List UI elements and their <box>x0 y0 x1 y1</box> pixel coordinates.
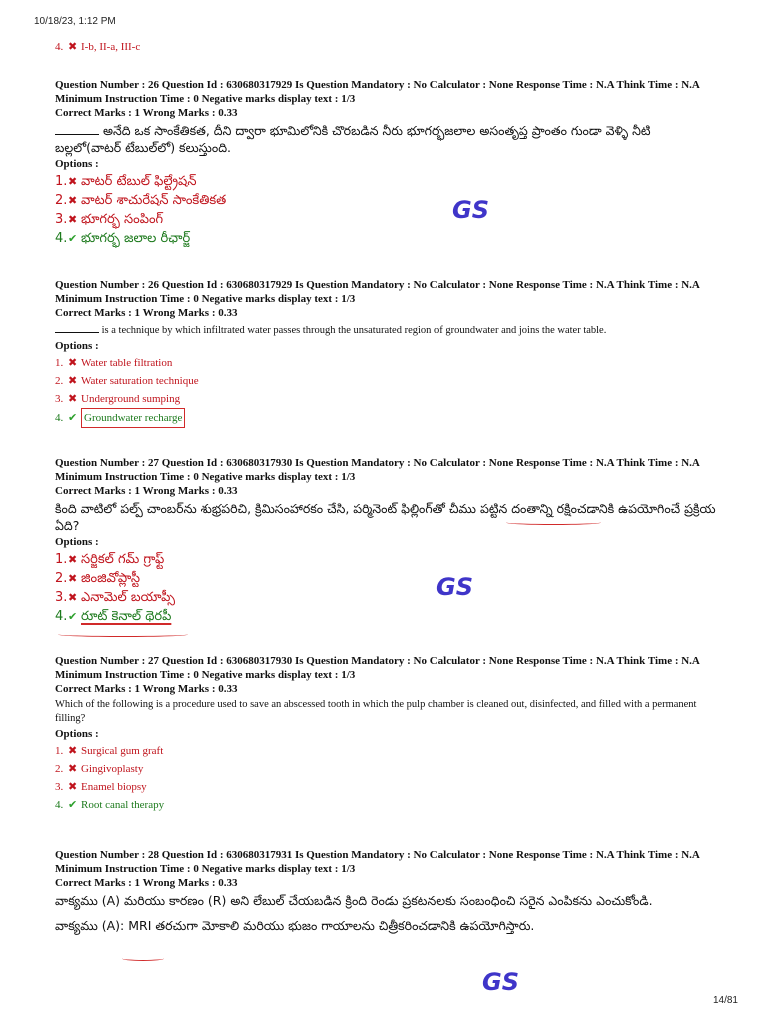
cross-icon: ✖ <box>68 745 78 757</box>
question-block-27-te <box>55 456 720 626</box>
question-header: Question Number : 28 Question Id : 630680317931 Is Question Mandatory : No Calculator : None Response Time : N.A Think Time : N.A Minimum Instruction Time : 0 Negative marks display text : 1/3 <box>55 849 700 875</box>
option-number: 4. <box>55 41 64 53</box>
cross-icon: ✖ <box>68 781 78 793</box>
red-pen-underline <box>506 520 601 525</box>
question-marks: Correct Marks : 1 Wrong Marks : 0.33 <box>55 877 238 889</box>
option-row <box>55 588 720 607</box>
cross-icon: ✖ <box>68 175 78 188</box>
option-text-underlined: రూట్ కెనాల్ థెరపీ <box>81 609 172 624</box>
option-row <box>55 210 720 229</box>
option-text: వాటర్ టేబుల్ ఫిల్ట్రేషన్ <box>81 174 197 189</box>
options-label: Options : <box>55 536 99 548</box>
option-text: ఎనామెల్ బయాప్సీ <box>81 590 176 605</box>
option-row-correct <box>55 607 720 626</box>
option-text: Water saturation technique <box>81 375 199 387</box>
answer-blank <box>55 322 99 333</box>
option-row-correct <box>55 408 720 428</box>
option-number: 1. <box>55 552 68 567</box>
option-row-correct <box>55 229 720 248</box>
option-row <box>55 760 720 778</box>
cross-icon: ✖ <box>68 213 78 226</box>
question-marks: Correct Marks : 1 Wrong Marks : 0.33 <box>55 307 238 319</box>
option-number: 2. <box>55 763 64 775</box>
page-number: 14/81 <box>712 995 738 1006</box>
option-row <box>55 569 720 588</box>
option-text: వాటర్ శాచురేషన్ సాంకేతికత <box>81 193 227 208</box>
option-row <box>55 550 720 569</box>
option-text: I-b, II-a, III-c <box>81 41 141 53</box>
option-text: జింజివోప్లాస్టీ <box>81 571 141 586</box>
option-text: భూగర్భ జలాల రీఛార్జ్ <box>81 231 191 246</box>
check-icon: ✔ <box>68 799 78 811</box>
assertion-text: వాక్యము (A): MRI తరచుగా మోకాలి మరియు భుజం గాయాలను చిత్రీకరించడానికి ఉపయోగిస్తారు. <box>55 918 535 933</box>
option-row <box>55 191 720 210</box>
handwritten-gs-annotation: GS <box>436 573 473 601</box>
question-header: Question Number : 27 Question Id : 630680317930 Is Question Mandatory : No Calculator : None Response Time : N.A Think Time : N.A Minimum Instruction Time : 0 Negative marks display text : 1/3 <box>55 457 700 483</box>
option-row <box>55 742 720 760</box>
option-number: 4. <box>55 412 64 424</box>
red-pen-underline <box>122 956 164 961</box>
option-text: సర్జికల్ గమ్ గ్రాఫ్ట్ <box>81 552 165 567</box>
prev-question-option <box>55 38 720 56</box>
print-date: 10/18/23, 1:12 PM <box>34 16 116 27</box>
cross-icon: ✖ <box>68 572 78 585</box>
option-number: 3. <box>55 212 68 227</box>
cross-icon: ✖ <box>68 41 78 53</box>
option-text: Surgical gum graft <box>81 745 164 757</box>
handwritten-gs-annotation: GS <box>452 196 489 224</box>
option-number: 3. <box>55 590 68 605</box>
option-text: Enamel biopsy <box>81 781 147 793</box>
cross-icon: ✖ <box>68 194 78 207</box>
option-row <box>55 390 720 408</box>
question-text-body: is a technique by which infiltrated water passes through the unsaturated region of groundwater and joins the water table. <box>101 325 607 336</box>
option-row <box>55 38 720 56</box>
question-header: Question Number : 26 Question Id : 630680317929 Is Question Mandatory : No Calculator : None Response Time : N.A Think Time : N.A Minimum Instruction Time : 0 Negative marks display text : 1/3 <box>55 79 700 105</box>
red-pen-underline <box>58 632 188 637</box>
question-marks: Correct Marks : 1 Wrong Marks : 0.33 <box>55 683 238 695</box>
option-text: Water table filtration <box>81 357 173 369</box>
option-number: 2. <box>55 571 68 586</box>
question-marks: Correct Marks : 1 Wrong Marks : 0.33 <box>55 485 238 497</box>
option-number: 4. <box>55 231 68 246</box>
option-text: Gingivoplasty <box>81 763 144 775</box>
option-number: 2. <box>55 193 68 208</box>
answer-blank <box>55 124 99 135</box>
options-label: Options : <box>55 158 99 170</box>
question-text <box>55 322 720 338</box>
question-block-28-te <box>55 848 720 934</box>
option-text: Root canal therapy <box>81 799 165 811</box>
option-number: 4. <box>55 799 64 811</box>
option-text: భూగర్భ సంపింగ్ <box>81 212 164 227</box>
option-number: 2. <box>55 375 64 387</box>
option-number: 3. <box>55 393 64 405</box>
option-row <box>55 354 720 372</box>
options-label: Options : <box>55 340 99 352</box>
option-row-correct <box>55 796 720 814</box>
cross-icon: ✖ <box>68 393 78 405</box>
question-text <box>55 122 720 156</box>
cross-icon: ✖ <box>68 553 78 566</box>
option-number: 1. <box>55 745 64 757</box>
option-number: 4. <box>55 609 68 624</box>
option-row <box>55 778 720 796</box>
option-row <box>55 172 720 191</box>
cross-icon: ✖ <box>68 591 78 604</box>
option-number: 3. <box>55 781 64 793</box>
options-label: Options : <box>55 728 99 740</box>
question-text-body: అనేది ఒక సాంకేతికత, దీని ద్వారా భూమిలోనికి చొరబడిన నీరు భూగర్భజలాల అసంతృప్త ప్రాంతం గుండా వెళ్ళి నీటి బల్లలో(వాటర్ టేబుల్‌లో) కలుస్తుంది. <box>55 123 651 155</box>
cross-icon: ✖ <box>68 357 78 369</box>
option-text-highlighted: Groundwater recharge <box>81 408 185 428</box>
handwritten-gs-annotation: GS <box>482 968 519 996</box>
question-marks: Correct Marks : 1 Wrong Marks : 0.33 <box>55 107 238 119</box>
question-block-26-en <box>55 278 720 428</box>
check-icon: ✔ <box>68 610 78 623</box>
question-text: వాక్యము (A) మరియు కారణం (R) అని లేబుల్ చేయబడిన క్రింది రెండు ప్రకటనలకు సంబంధించి సరైన ఎంపికను ఎంచుకోండి. <box>55 893 653 908</box>
question-header: Question Number : 26 Question Id : 630680317929 Is Question Mandatory : No Calculator : None Response Time : N.A Think Time : N.A Minimum Instruction Time : 0 Negative marks display text : 1/3 <box>55 279 700 305</box>
question-text: కింది వాటిలో పల్ప్ చాంబర్‌ను శుభ్రపరిచి, క్రిమిసంహారకం చేసి, పర్మినెంట్ ఫిల్లింగ్‌తో చీము పట్టిన దంతాన్ని రక్షించడానికి ఉపయోగించే ప్రక్రియ ఏది? <box>55 501 716 533</box>
question-block-26-te <box>55 78 720 248</box>
question-text: Which of the following is a procedure used to save an abscessed tooth in which the pulp chamber is cleaned out, disinfected, and filled with a permanent filling? <box>55 699 697 724</box>
question-block-27-en <box>55 654 720 814</box>
option-text: Underground sumping <box>81 393 181 405</box>
option-row <box>55 372 720 390</box>
cross-icon: ✖ <box>68 763 78 775</box>
check-icon: ✔ <box>68 232 78 245</box>
option-number: 1. <box>55 174 68 189</box>
check-icon: ✔ <box>68 412 78 424</box>
question-header: Question Number : 27 Question Id : 630680317930 Is Question Mandatory : No Calculator : None Response Time : N.A Think Time : N.A Minimum Instruction Time : 0 Negative marks display text : 1/3 <box>55 655 700 681</box>
option-number: 1. <box>55 357 64 369</box>
cross-icon: ✖ <box>68 375 78 387</box>
